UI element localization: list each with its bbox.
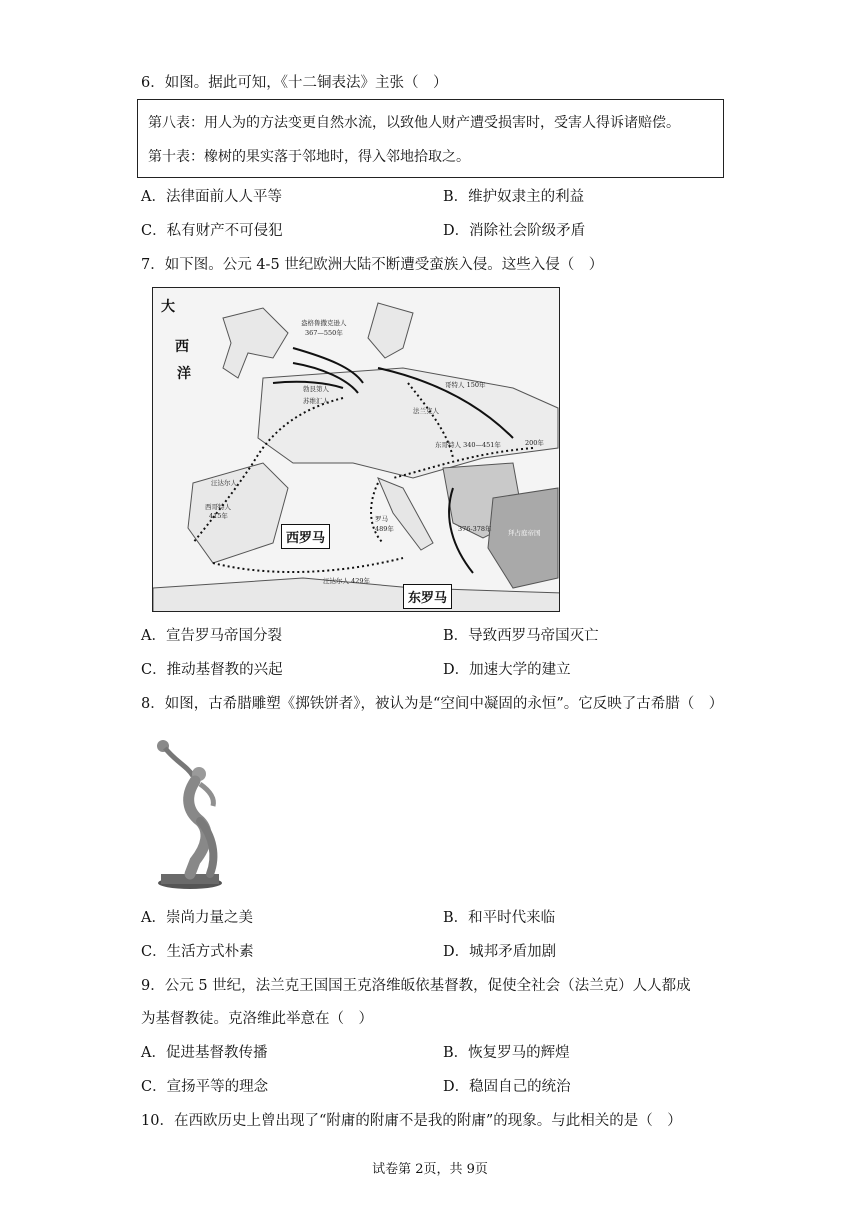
q9-stem-line-2: 为基督教徒。克洛维此举意在（ ） xyxy=(141,1011,373,1027)
q7-stem: 7．如下图。公元 4-5 世纪欧洲大陆不断遭受蛮族入侵。这些入侵（ ） xyxy=(141,257,604,273)
q9-stem-line-1: 9．公元 5 世纪，法兰克王国国王克洛维皈依基督教，促使全社会（法兰克）人人都成 xyxy=(141,978,691,994)
q8-option-c: C．生活方式朴素 xyxy=(141,944,254,960)
q9-option-b: B．恢复罗马的辉煌 xyxy=(443,1045,570,1061)
map-label-east-rome: 东罗马 xyxy=(403,584,452,609)
map-tiny-label: 拜占庭帝国 xyxy=(508,529,541,537)
map-label-west-rome: 西罗马 xyxy=(281,524,330,549)
map-ocean-char-2: 西 xyxy=(175,339,189,355)
q6-stem: 6．如图。据此可知，《十二铜表法》主张（ ） xyxy=(141,75,448,91)
page-footer: 试卷第 2页，共 9页 xyxy=(372,1162,488,1177)
map-tiny-label: 哥特人 150年 xyxy=(445,381,486,389)
q7-option-a: A．宣告罗马帝国分裂 xyxy=(141,628,282,644)
map-graphic xyxy=(153,288,560,612)
q8-stem: 8．如图，古希腊雕塑《掷铁饼者》，被认为是“空间中凝固的永恒”。它反映了古希腊（ ） xyxy=(141,696,724,712)
q6-option-a: A．法律面前人人平等 xyxy=(141,189,282,205)
barbarian-invasion-map xyxy=(152,287,560,612)
map-tiny-label: 东哥特人 340—451年 xyxy=(435,441,501,449)
q6-option-b: B．维护奴隶主的利益 xyxy=(443,189,585,205)
map-tiny-label: 200年 xyxy=(525,439,544,447)
map-tiny-label: 汪达尔人 xyxy=(211,479,237,487)
q6-option-c: C．私有财产不可侵犯 xyxy=(141,223,283,239)
law-excerpt-box xyxy=(137,99,724,178)
map-tiny-label: 盎格鲁撒克逊人 xyxy=(301,319,347,327)
map-tiny-label: 489年 xyxy=(375,525,394,533)
q7-option-c: C．推动基督教的兴起 xyxy=(141,662,283,678)
q6-option-d: D．消除社会阶级矛盾 xyxy=(443,223,586,239)
map-tiny-label: 西哥特人 xyxy=(205,503,231,511)
map-tiny-label: 367—550年 xyxy=(305,329,343,337)
map-tiny-label: 376-378年 xyxy=(458,525,492,533)
map-tiny-label: 苏维汇人 xyxy=(303,397,329,405)
discobolus-statue-image xyxy=(155,736,225,891)
q7-option-d: D．加速大学的建立 xyxy=(443,662,571,678)
map-tiny-label: 415年 xyxy=(209,512,228,520)
q9-option-c: C．宣扬平等的理念 xyxy=(141,1079,269,1095)
map-tiny-label: 法兰克人 xyxy=(413,407,439,415)
map-tiny-label: 汪达尔人 429年 xyxy=(323,577,370,585)
map-tiny-label: 罗马 xyxy=(375,515,388,523)
q7-option-b: B．导致西罗马帝国灭亡 xyxy=(443,628,599,644)
q8-option-d: D．城邦矛盾加剧 xyxy=(443,944,557,960)
q8-option-a: A．崇尚力量之美 xyxy=(141,910,253,926)
law-line-8: 第八表：用人为的方法变更自然水流，以致他人财产遭受损害时，受害人得诉诸赔偿。 xyxy=(148,115,680,131)
law-line-10: 第十表：橡树的果实落于邻地时，得入邻地拾取之。 xyxy=(148,149,470,165)
map-ocean-char-3: 洋 xyxy=(177,366,191,382)
map-ocean-char-1: 大 xyxy=(161,299,175,315)
q10-stem: 10．在西欧历史上曾出现了“附庸的附庸不是我的附庸”的现象。与此相关的是（ ） xyxy=(141,1113,682,1129)
q8-option-b: B．和平时代来临 xyxy=(443,910,556,926)
map-tiny-label: 勃艮第人 xyxy=(303,385,329,393)
q9-option-d: D．稳固自己的统治 xyxy=(443,1079,571,1095)
q9-option-a: A．促进基督教传播 xyxy=(141,1045,268,1061)
